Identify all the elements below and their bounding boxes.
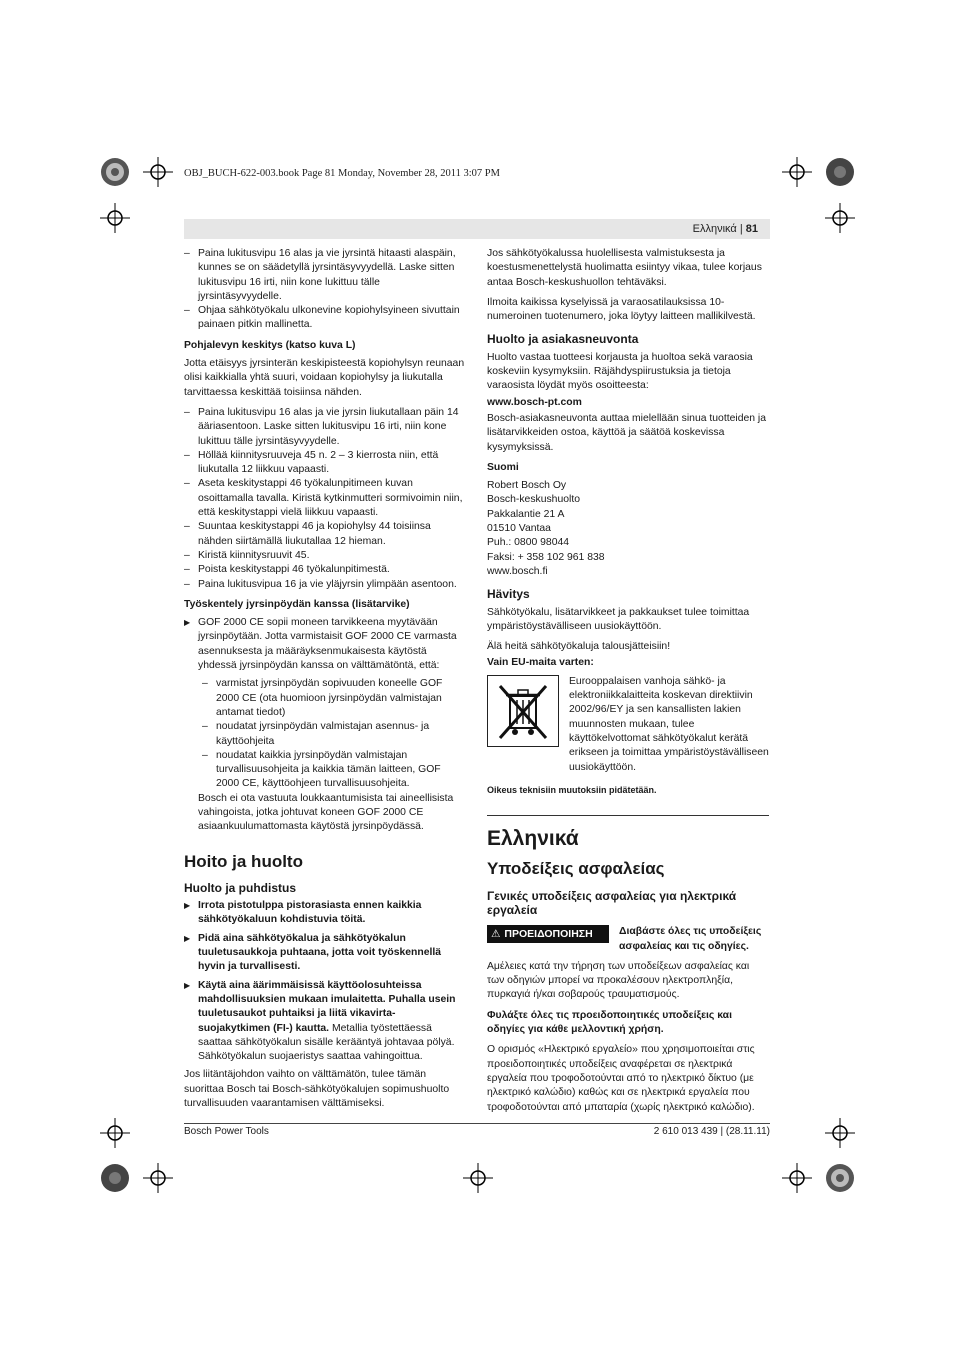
registration-mark-icon — [100, 1163, 130, 1193]
header-language-page: Ελληνικά | 81 — [692, 223, 758, 235]
crosshair-icon — [143, 157, 173, 187]
instruction-item: ▶ Irrota pistotulppa pistorasiasta ennen kaikkia sähkötyökaluun kohdistuvia töitä. — [184, 899, 466, 928]
address-line: Bosch-keskushuolto — [487, 494, 580, 506]
divider — [487, 815, 769, 816]
page-header — [184, 219, 770, 239]
warning-text: Διαβάστε όλες τις υποδείξεις ασφαλείας και τις οδηγίες. — [619, 926, 762, 952]
subheading-cleaning: Huolto ja puhdistus — [184, 880, 296, 895]
language-heading: Ελληνικά — [487, 827, 579, 851]
page-number: 81 — [745, 223, 758, 235]
list-item: – Aseta keskitystappi 46 työkalunpitimeen kuvan osoittamalla tavalla. Kiristä kytkinmutteri sormivoimin niin, että keskitystappi vielä liikkuu vapaasti. — [184, 477, 466, 520]
crosshair-icon — [782, 157, 812, 187]
address-line: 01510 Vantaa — [487, 523, 551, 535]
crosshair-icon — [463, 1163, 493, 1193]
registration-mark-icon — [825, 157, 855, 187]
footer-divider — [184, 1123, 770, 1124]
paragraph: Ο ορισμός «Ηλεκτρικό εργαλείο» που χρησιμοποιείται στις προειδοποιητικές υποδείξεις αναφέρεται σε ηλεκτρικά εργαλεία που τροφοδοτούνται από το ηλεκτρικό δίκτυο (με ηλεκτρικό καλώδιο) καθώς και σε ηλεκτρικά εργαλεία που τροφοδοτούνται από μπαταρία (χωρίς ηλεκτρικό καλώδιο). — [487, 1044, 755, 1113]
paragraph: Φυλάξτε όλες τις προειδοποιητικές υποδείξεις και οδηγίες για κάθε μελλοντική χρήση. — [487, 1009, 732, 1036]
paragraph: Αμέλειες κατά την τήρηση των υποδείξεων ασφαλείας και των οδηγιών μπορεί να προκαλέσουν ηλεκτροπληξία, πυρκαγιά ή/και σοβαρούς τραυματισμούς. — [487, 960, 750, 1001]
sub-list-item: – noudatat kaikkia jyrsinpöydän valmistajan turvallisuusohjeita ja kaikkia tämän laitteen, GOF 2000 CE, käyttöohjeen turvallisuusohjeita. — [184, 749, 466, 792]
crosshair-icon — [825, 203, 855, 233]
weee-text: Eurooppalaisen vanhoja sähkö- ja elektroniikkalaitteita koskevan direktiivin 2002/96/EY ja sen kansallisten lakien muunnosten mukaan, tulee käyttökelvottomat sähkötyökalut kerätä erikseen ja toimittaa ympäristöystävälliseen uusiokäyttöön. — [569, 675, 769, 773]
instruction-item: ▶ Pidä aina sähkötyökalua ja sähkötyökalun tuuletusaukkoja puhtaana, jotta voit työskennellä hyvin ja turvallisesti. — [184, 932, 466, 975]
subheading-centering: Pohjalevyn keskitys (katso kuva L) — [184, 339, 356, 351]
warning-row — [487, 925, 769, 954]
paragraph: Bosch ei ota vastuuta loukkaantumisista tai aineellisista vahingoista, jotka johtuvat koneen GOF 2000 CE asiaankuulumattomasta käytöstä jyrsinpöydässä. — [198, 792, 454, 833]
warning-badge-label: ΠΡΟΕΙΔΟΠΟΙΗΣΗ — [504, 928, 593, 941]
list-item: – Ohjaa sähkötyökalu ulkonevine kopiohylsyineen sivuttain painaen pitkin mallinetta. — [184, 304, 466, 333]
list-item: – Höllää kiinnitysruuveja 45 n. 2 – 3 kierrosta niin, että liukutalla 12 liikkuu vapaasti. — [184, 449, 466, 478]
instruction-item: ▶ GOF 2000 CE sopii moneen tarvikkeena myytävään jyrsinpöytään. Jotta varmistaisit GOF 2000 CE varmasta asennuksesta ja määräyksenmukaisesta käytöstä yhdessä jyrsinpöydän kanssa on välttämätöntä, että: — [184, 616, 466, 673]
header-language: Ελληνικά — [692, 223, 737, 235]
left-column — [184, 247, 466, 1117]
registration-mark-icon — [825, 1163, 855, 1193]
paragraph: Huolto vastaa tuotteesi korjausta ja huoltoa sekä varaosia koskeviin kysymyksiin. Räjähdyspiirustuksia ja tietoja varaosista löydät myös osoitteesta: — [487, 351, 753, 392]
eu-only-label: Vain EU-maita varten: — [487, 657, 594, 669]
right-column — [487, 247, 769, 1121]
warning-badge — [487, 925, 609, 943]
instruction-bold: Käytä aina äärimmäisissä käyttöolosuhteissa mahdollisuuksien mukaan imulaitetta. Puhalla usein tuuletusaukot puhtaiksi ja liitä vikavirta-suojakytkimen (FI-) kautta. — [198, 979, 456, 1034]
subheading-general-safety: Γενικές υποδείξεις ασφαλείας για ηλεκτρικά εργαλεία — [487, 888, 737, 917]
list-item: – Paina lukitusvipu 16 alas ja vie jyrsin liukutallaan päin 14 ääriasentoon. Laske sitten lukitusvipu 16 irti, niin kone lukittuu tälle jyrsintäsyvyydelle. — [184, 406, 466, 449]
subheading-router-table: Työskentely jyrsinpöydän kanssa (lisätarvike) — [184, 598, 410, 610]
paragraph: Älä heitä sähkötyökaluja talousjätteisiin! — [487, 641, 671, 653]
paragraph: Jotta etäisyys jyrsinterän keskipisteestä kopiohylsyn reunaan olisi kaikkialla yhtä suuri, voidaan kopiohylsy ja liukutalla tarvittaessa keskittää toisiinsa nähden. — [184, 358, 465, 398]
crosshair-icon — [825, 1118, 855, 1148]
footer-right: 2 610 013 439 | (28.11.11) — [653, 1126, 770, 1137]
crossed-bin-icon — [487, 675, 559, 747]
registration-mark-icon — [100, 157, 130, 187]
paragraph: Bosch-asiakasneuvonta auttaa mielellään sinua tuotteiden ja lisätarvikkeiden ostoa, käyttöä ja säätöä koskevissa kysymyksissä. — [487, 412, 766, 453]
subheading-disposal: Hävitys — [487, 587, 530, 602]
address-block — [487, 479, 769, 579]
weee-block — [487, 675, 769, 775]
instruction-text: Metallia työstettäessä saattaa sähkötyökalun sisälle kerääntyä johtavaa pölyä. Sähkötyökalun suojaeristys saattaa vahingoittua. — [198, 1022, 455, 1063]
footer-left: Bosch Power Tools — [184, 1126, 269, 1137]
section-heading-care: Hoito ja huolto — [184, 851, 303, 871]
paragraph: Ilmoita kaikissa kyselyissä ja varaosatilauksissa 10-numeroinen tuotenumero, joka löytyy laitteen mallikilvestä. — [487, 296, 756, 323]
address-line: Robert Bosch Oy — [487, 480, 567, 492]
address-line: Faksi: + 358 102 961 838 — [487, 551, 605, 563]
crosshair-icon — [782, 1163, 812, 1193]
sub-list-item: – varmistat jyrsinpöydän sopivuuden koneelle GOF 2000 CE (ota huomioon jyrsinpöydän valmistajan antamat tiedot) — [184, 677, 466, 720]
list-item: – Paina lukitusvipu 16 alas ja vie jyrsintä hitaasti alaspäin, kunnes se on säädetyllä jyrsintäsyvyydellä. Laske sitten lukitusvipu 16 irti, niin kone lukittuu tälle jyrsintäsyvyydelle. — [184, 247, 466, 304]
crosshair-icon — [143, 1163, 173, 1193]
list-item: – Suuntaa keskitystappi 46 ja kopiohylsy 44 toisiinsa nähden siirtämällä liukutallaa 12 hieman. — [184, 520, 466, 549]
address-line: Puh.: 0800 98044 — [487, 537, 570, 549]
section-heading-safety: Υποδείξεις ασφαλείας — [487, 859, 665, 879]
list-item: – Kiristä kiinnitysruuvit 45. — [184, 549, 466, 563]
address-line: www.bosch.fi — [487, 565, 548, 577]
rights-reserved: Oikeus teknisiin muutoksiin pidätetään. — [487, 784, 657, 795]
subheading-service: Huolto ja asiakasneuvonta — [487, 332, 639, 347]
paragraph: Jos sähkötyökalussa huolellisesta valmistuksesta ja koestusmenettelystä huolimatta esiintyy vikaa, tulee korjaus antaa Bosch-keskushuollon tehtäväksi. — [487, 248, 762, 288]
address-line: Pakkalantie 21 A — [487, 508, 565, 520]
print-info: OBJ_BUCH-622-003.book Page 81 Monday, November 28, 2011 3:07 PM — [184, 168, 500, 179]
list-item: – Paina lukitusvipua 16 ja vie yläjyrsin ylimpään asentoon. — [184, 578, 466, 592]
warning-triangle-icon: ⚠ — [491, 928, 501, 941]
crosshair-icon — [100, 1118, 130, 1148]
sub-list-item: – noudatat jyrsinpöydän valmistajan asennus- ja käyttöohjeita — [184, 720, 466, 749]
paragraph: Sähkötyökalu, lisätarvikkeet ja pakkaukset tulee toimittaa ympäristöystävälliseen uusiokäyttöön. — [487, 606, 750, 632]
crosshair-icon — [100, 203, 130, 233]
paragraph: Jos liitäntäjohdon vaihto on välttämätön, tulee tämän suorittaa Bosch tai Bosch-sähkötyökalujen sopimushuolto turvallisuuden vaarantamisen välttämiseksi. — [184, 1069, 450, 1110]
country-label: Suomi — [487, 461, 519, 473]
instruction-item — [184, 979, 466, 1065]
list-item: – Poista keskitystappi 46 työkalunpitimestä. — [184, 563, 466, 577]
website-link[interactable]: www.bosch-pt.com — [487, 396, 582, 408]
